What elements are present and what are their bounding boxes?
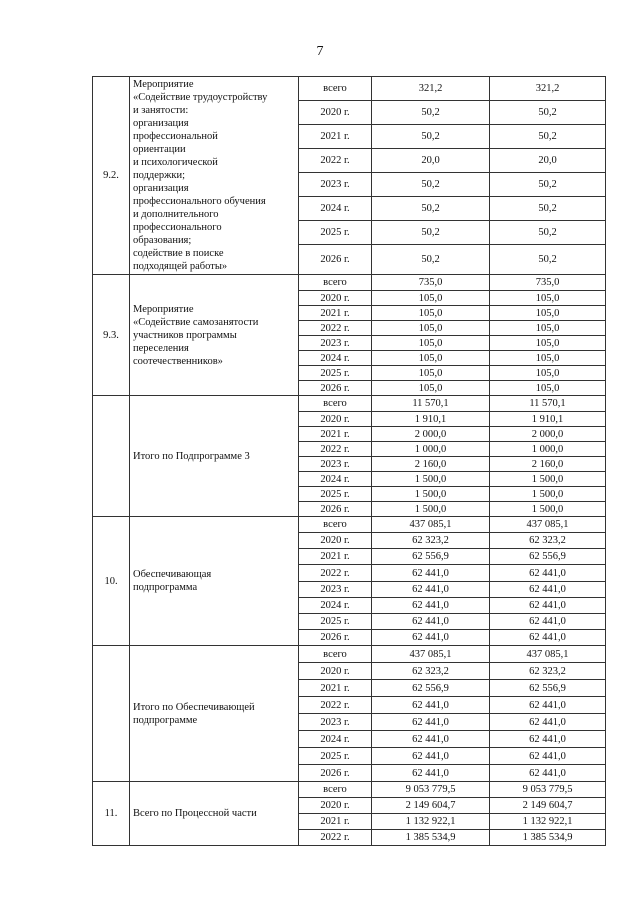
year-cell: 2025 г. (299, 221, 372, 245)
amount-cell: 1 385 534,9 (372, 830, 490, 846)
year-cell: 2024 г. (299, 197, 372, 221)
year-cell: 2023 г. (299, 336, 372, 351)
amount-cell: 62 441,0 (372, 565, 490, 582)
amount-cell: 1 000,0 (372, 442, 490, 457)
row-number: 11. (93, 782, 130, 846)
amount-cell: 62 441,0 (490, 697, 606, 714)
amount-cell: 62 556,9 (372, 680, 490, 697)
year-cell: 2025 г. (299, 614, 372, 630)
amount-cell: 62 441,0 (490, 598, 606, 614)
year-cell: 2021 г. (299, 814, 372, 830)
year-cell: 2025 г. (299, 366, 372, 381)
amount-cell: 1 500,0 (490, 487, 606, 502)
amount-cell: 1 500,0 (490, 502, 606, 517)
amount-cell: 105,0 (372, 321, 490, 336)
amount-cell: 50,2 (372, 125, 490, 149)
amount-cell: 105,0 (490, 321, 606, 336)
row-number (93, 396, 130, 517)
table-row (93, 396, 606, 412)
amount-cell: 20,0 (490, 149, 606, 173)
year-cell: всего (299, 517, 372, 533)
amount-cell: 105,0 (490, 381, 606, 396)
table-row (93, 782, 606, 798)
amount-cell: 2 160,0 (490, 457, 606, 472)
amount-cell: 62 323,2 (490, 663, 606, 680)
year-cell: 2022 г. (299, 442, 372, 457)
year-cell: 2025 г. (299, 487, 372, 502)
amount-cell: 62 441,0 (490, 714, 606, 731)
amount-cell: 11 570,1 (372, 396, 490, 412)
year-cell: 2021 г. (299, 680, 372, 697)
amount-cell: 62 441,0 (490, 614, 606, 630)
amount-cell: 437 085,1 (490, 517, 606, 533)
amount-cell: 105,0 (372, 351, 490, 366)
year-cell: 2026 г. (299, 245, 372, 275)
amount-cell: 437 085,1 (372, 646, 490, 663)
year-cell: 2021 г. (299, 306, 372, 321)
year-cell: 2023 г. (299, 457, 372, 472)
amount-cell: 11 570,1 (490, 396, 606, 412)
year-cell: 2020 г. (299, 412, 372, 427)
amount-cell: 321,2 (490, 77, 606, 101)
year-cell: 2026 г. (299, 381, 372, 396)
measure-name: Итого по Обеспечивающей подпрограмме (130, 646, 299, 782)
row-number: 9.2. (93, 77, 130, 275)
amount-cell: 20,0 (372, 149, 490, 173)
year-cell: 2023 г. (299, 173, 372, 197)
amount-cell: 50,2 (490, 221, 606, 245)
measure-name: Обеспечивающая подпрограмма (130, 517, 299, 646)
year-cell: 2026 г. (299, 502, 372, 517)
amount-cell: 50,2 (372, 197, 490, 221)
amount-cell: 105,0 (490, 336, 606, 351)
amount-cell: 50,2 (372, 101, 490, 125)
year-cell: 2022 г. (299, 565, 372, 582)
year-cell: всего (299, 275, 372, 291)
year-cell: всего (299, 782, 372, 798)
amount-cell: 105,0 (372, 366, 490, 381)
amount-cell: 50,2 (490, 101, 606, 125)
year-cell: 2020 г. (299, 798, 372, 814)
measure-name: Всего по Процессной части (130, 782, 299, 846)
amount-cell: 62 441,0 (372, 582, 490, 598)
amount-cell: 9 053 779,5 (490, 782, 606, 798)
row-number: 9.3. (93, 275, 130, 396)
amount-cell: 1 132 922,1 (372, 814, 490, 830)
amount-cell: 62 441,0 (372, 630, 490, 646)
amount-cell: 50,2 (490, 125, 606, 149)
table-row (93, 275, 606, 291)
amount-cell: 105,0 (372, 306, 490, 321)
year-cell: 2023 г. (299, 714, 372, 731)
amount-cell: 9 053 779,5 (372, 782, 490, 798)
amount-cell: 50,2 (490, 173, 606, 197)
amount-cell: 105,0 (490, 306, 606, 321)
year-cell: всего (299, 646, 372, 663)
amount-cell: 1 000,0 (490, 442, 606, 457)
amount-cell: 1 500,0 (372, 502, 490, 517)
amount-cell: 50,2 (372, 245, 490, 275)
measure-name: Мероприятие «Содействие самозанятости участников программы переселения соотечественников» (130, 275, 299, 396)
amount-cell: 105,0 (490, 366, 606, 381)
year-cell: 2024 г. (299, 731, 372, 748)
amount-cell: 1 500,0 (372, 487, 490, 502)
year-cell: 2022 г. (299, 149, 372, 173)
year-cell: 2022 г. (299, 321, 372, 336)
amount-cell: 62 441,0 (490, 565, 606, 582)
amount-cell: 62 441,0 (372, 614, 490, 630)
measure-name: Итого по Подпрограмме 3 (130, 396, 299, 517)
year-cell: 2022 г. (299, 830, 372, 846)
table-row (93, 517, 606, 533)
amount-cell: 62 441,0 (372, 714, 490, 731)
year-cell: 2020 г. (299, 101, 372, 125)
amount-cell: 1 910,1 (372, 412, 490, 427)
table-row (93, 77, 606, 101)
amount-cell: 62 441,0 (490, 765, 606, 782)
amount-cell: 2 160,0 (372, 457, 490, 472)
amount-cell: 105,0 (372, 291, 490, 306)
year-cell: 2021 г. (299, 427, 372, 442)
year-cell: 2023 г. (299, 582, 372, 598)
table-row (93, 646, 606, 663)
amount-cell: 62 441,0 (490, 731, 606, 748)
amount-cell: 62 323,2 (372, 533, 490, 549)
amount-cell: 62 556,9 (490, 680, 606, 697)
year-cell: 2026 г. (299, 630, 372, 646)
year-cell: 2021 г. (299, 549, 372, 565)
row-number: 10. (93, 517, 130, 646)
amount-cell: 1 385 534,9 (490, 830, 606, 846)
amount-cell: 735,0 (490, 275, 606, 291)
amount-cell: 62 441,0 (372, 765, 490, 782)
amount-cell: 62 441,0 (490, 748, 606, 765)
amount-cell: 62 441,0 (490, 582, 606, 598)
amount-cell: 105,0 (490, 291, 606, 306)
amount-cell: 50,2 (490, 197, 606, 221)
amount-cell: 437 085,1 (490, 646, 606, 663)
amount-cell: 62 441,0 (372, 598, 490, 614)
amount-cell: 437 085,1 (372, 517, 490, 533)
amount-cell: 735,0 (372, 275, 490, 291)
amount-cell: 62 323,2 (490, 533, 606, 549)
amount-cell: 50,2 (372, 221, 490, 245)
year-cell: всего (299, 77, 372, 101)
amount-cell: 62 441,0 (372, 697, 490, 714)
amount-cell: 321,2 (372, 77, 490, 101)
year-cell: всего (299, 396, 372, 412)
amount-cell: 2 149 604,7 (490, 798, 606, 814)
year-cell: 2020 г. (299, 663, 372, 680)
funding-table-body (93, 77, 606, 846)
amount-cell: 50,2 (372, 173, 490, 197)
amount-cell: 2 000,0 (490, 427, 606, 442)
amount-cell: 62 556,9 (490, 549, 606, 565)
year-cell: 2022 г. (299, 697, 372, 714)
year-cell: 2024 г. (299, 351, 372, 366)
year-cell: 2026 г. (299, 765, 372, 782)
amount-cell: 50,2 (490, 245, 606, 275)
amount-cell: 62 441,0 (372, 731, 490, 748)
row-number (93, 646, 130, 782)
measure-name: Мероприятие «Содействие трудоустройству и занятости: организация профессиональной ориентации и психологической поддержки; организация профессионального обучения и дополнительного профессионального образования; содействие в поиске подходящей работы» (130, 77, 299, 275)
amount-cell: 62 323,2 (372, 663, 490, 680)
amount-cell: 62 441,0 (490, 630, 606, 646)
year-cell: 2020 г. (299, 291, 372, 306)
amount-cell: 2 149 604,7 (372, 798, 490, 814)
amount-cell: 1 910,1 (490, 412, 606, 427)
year-cell: 2024 г. (299, 472, 372, 487)
funding-table (92, 76, 606, 846)
amount-cell: 62 441,0 (372, 748, 490, 765)
year-cell: 2024 г. (299, 598, 372, 614)
year-cell: 2021 г. (299, 125, 372, 149)
amount-cell: 1 500,0 (490, 472, 606, 487)
page-number: 7 (316, 44, 324, 59)
year-cell: 2020 г. (299, 533, 372, 549)
amount-cell: 1 132 922,1 (490, 814, 606, 830)
amount-cell: 105,0 (490, 351, 606, 366)
amount-cell: 105,0 (372, 336, 490, 351)
year-cell: 2025 г. (299, 748, 372, 765)
amount-cell: 2 000,0 (372, 427, 490, 442)
amount-cell: 62 556,9 (372, 549, 490, 565)
amount-cell: 105,0 (372, 381, 490, 396)
amount-cell: 1 500,0 (372, 472, 490, 487)
